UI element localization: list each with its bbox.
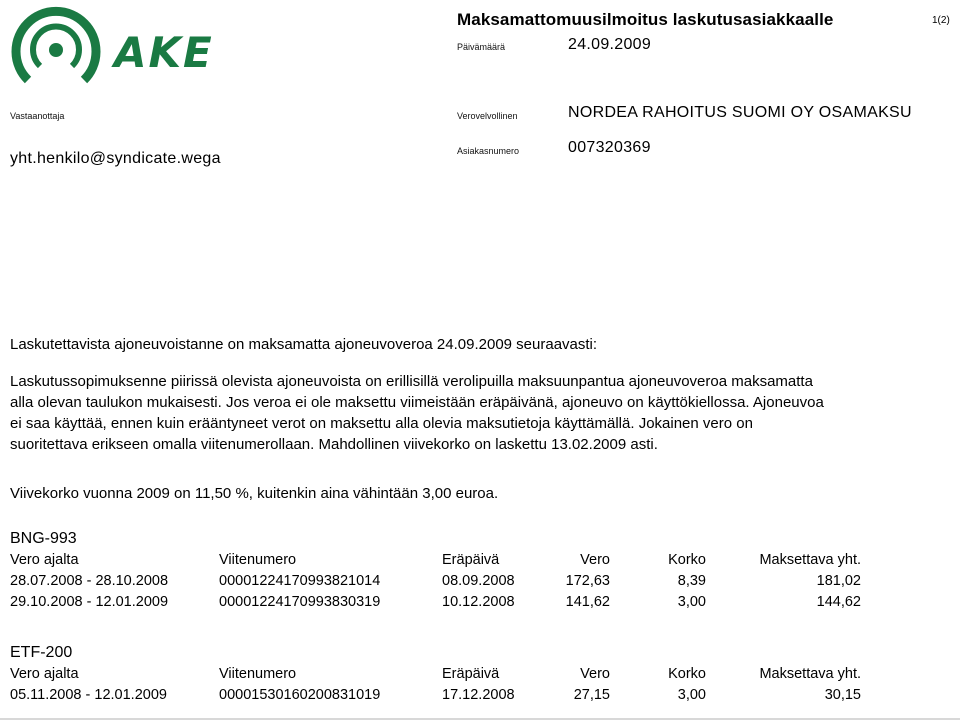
table-row: [10, 687, 870, 708]
bottom-divider: [0, 718, 960, 720]
document-title: Maksamattomuusilmoitus laskutusasiakkaalle: [457, 10, 834, 29]
customer-number-label: Asiakasnumero: [457, 146, 520, 156]
interest-cell: 3,00: [677, 687, 706, 703]
total-due-cell: 30,15: [824, 687, 861, 703]
column-header: Korko: [668, 552, 706, 568]
info-paragraph: [10, 371, 824, 455]
ake-logo: [6, 4, 244, 90]
reference-number-cell: 00001530160200831019: [219, 687, 381, 703]
due-date-cell: 08.09.2008: [442, 573, 515, 589]
page-number: 1(2): [932, 15, 950, 26]
table-row: [10, 594, 870, 615]
tax-amount-cell: 172,63: [565, 573, 610, 589]
vehicle-registration: BNG-993: [10, 530, 77, 547]
due-date-cell: 17.12.2008: [442, 687, 515, 703]
ake-logo-text: AKE: [114, 28, 214, 77]
info-line: ei saa käyttää, ennen kuin erääntyneet verot on maksettu alla olevia maksutietoja käyttämällä. Jokainen vero on: [10, 415, 753, 432]
recipient-label: Vastaanottaja: [10, 111, 65, 121]
reference-number-cell: 00001224170993821014: [219, 573, 381, 589]
column-header: Vero: [580, 552, 610, 568]
column-header: Korko: [668, 666, 706, 682]
interest-cell: 3,00: [677, 594, 706, 610]
ake-logo-emblem-icon: [16, 11, 96, 80]
tax-liable-value: NORDEA RAHOITUS SUOMI OY OSAMAKSU: [568, 104, 912, 121]
vehicle-block: [10, 644, 870, 708]
column-header: Maksettava yht.: [759, 666, 861, 682]
info-line: suoritettava erikseen omalla viitenumerollaan. Mahdollinen viivekorko on laskettu 13.02.2009 asti.: [10, 436, 658, 453]
reference-number-cell: 00001224170993830319: [219, 594, 381, 610]
interest-note: Viivekorko vuonna 2009 on 11,50 %, kuitenkin aina vähintään 3,00 euroa.: [10, 485, 499, 502]
intro-text: Laskutettavista ajoneuvoistanne on maksamatta ajoneuvoveroa 24.09.2009 seuraavasti:: [10, 336, 598, 353]
table-header-row: [10, 666, 870, 687]
column-header: Viitenumero: [219, 666, 297, 682]
date-value: 24.09.2009: [568, 36, 652, 53]
total-due-cell: 181,02: [816, 573, 861, 589]
column-header: Eräpäivä: [442, 666, 500, 682]
column-header: Vero ajalta: [10, 666, 79, 682]
customer-number-value: 007320369: [568, 139, 651, 156]
info-line: alla olevan taulukon mukaisesti. Jos veroa ei ole maksettu viimeistään eräpäivänä, ajoneuvo on käyttökiellossa. Ajoneuvoa: [10, 394, 824, 411]
tax-liable-label: Verovelvollinen: [457, 111, 518, 121]
tax-period-cell: 05.11.2008 - 12.01.2009: [10, 687, 167, 703]
date-label: Päivämäärä: [457, 42, 506, 52]
column-header: Eräpäivä: [442, 552, 500, 568]
interest-cell: 8,39: [677, 573, 706, 589]
table-header-row: [10, 552, 870, 573]
tax-amount-cell: 27,15: [573, 687, 610, 703]
column-header: Viitenumero: [219, 552, 297, 568]
vehicle-registration: ETF-200: [10, 644, 73, 661]
column-header: Maksettava yht.: [759, 552, 861, 568]
info-line: Laskutussopimuksenne piirissä olevista ajoneuvoista on erillisillä verolipuilla maksuunpantua ajoneuvoveroa maksamatta: [10, 373, 813, 390]
recipient-value: yht.henkilo@syndicate.wega: [10, 150, 221, 167]
tax-period-cell: 28.07.2008 - 28.10.2008: [10, 573, 169, 589]
tax-amount-cell: 141,62: [565, 594, 610, 610]
table-row: [10, 573, 870, 594]
due-date-cell: 10.12.2008: [442, 594, 515, 610]
column-header: Vero ajalta: [10, 552, 79, 568]
column-header: Vero: [580, 666, 610, 682]
total-due-cell: 144,62: [816, 594, 861, 610]
vehicle-block: [10, 530, 870, 615]
tax-period-cell: 29.10.2008 - 12.01.2009: [10, 594, 169, 610]
